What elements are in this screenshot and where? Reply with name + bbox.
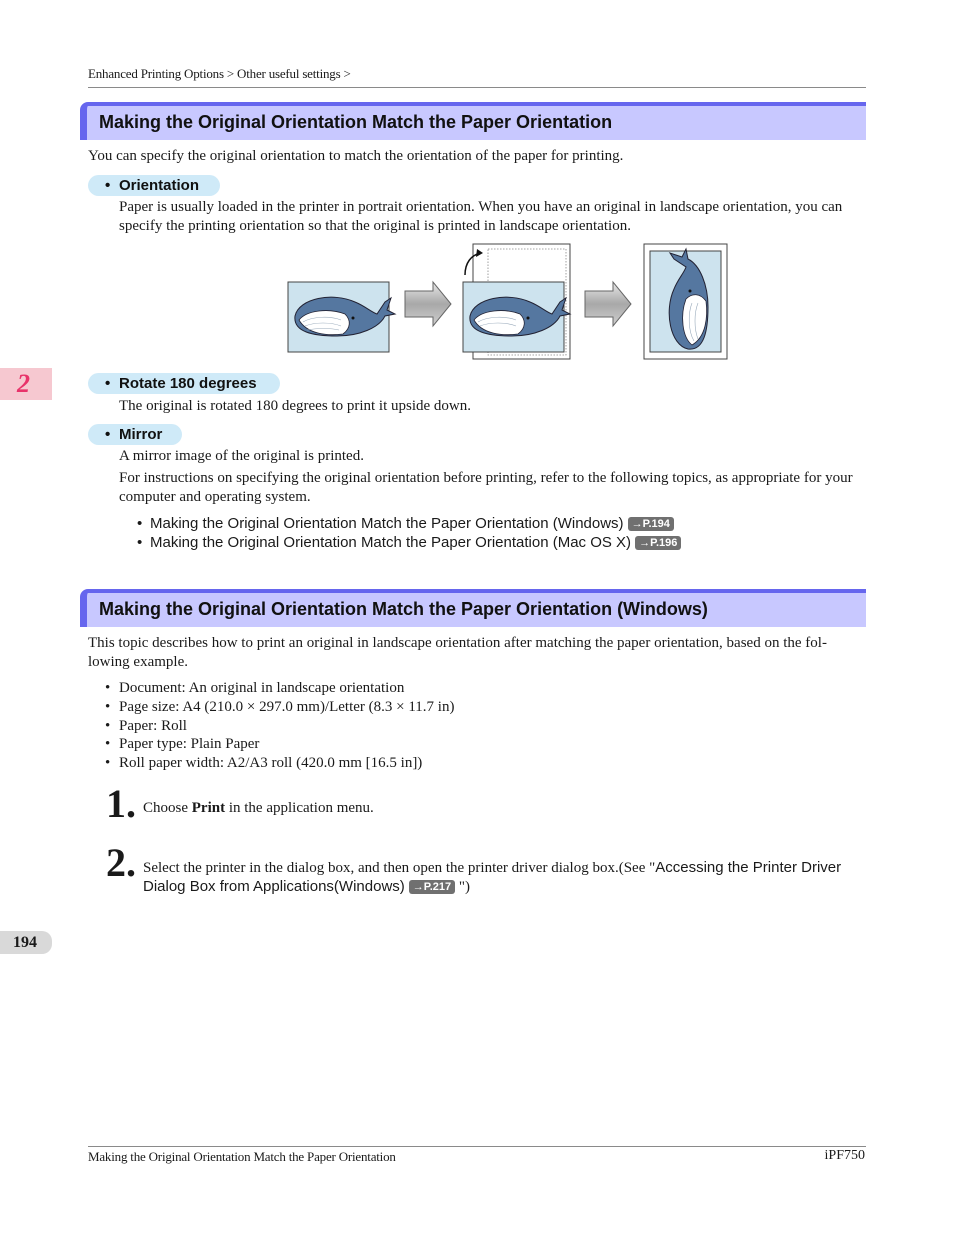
- step-number: 1.: [106, 781, 136, 826]
- bullet-dot: •: [105, 375, 111, 392]
- subheading-mirror: [88, 424, 182, 445]
- portrait-page-with-landscape-image: [463, 244, 570, 359]
- header-rule: [88, 87, 866, 88]
- arrow-right-icon: [585, 282, 631, 326]
- orientation-text: Paper is usually loaded in the printer in portrait orientation. When you have an original in landscape orientation, you can specify the printing orientation so that the original is printed in landscape orientation.: [119, 199, 843, 234]
- menu-item-print: Print: [191, 800, 226, 816]
- section-intro-line: lowing example.: [88, 654, 188, 670]
- bullet-dot: •: [105, 426, 111, 443]
- rotate-text: The original is rotated 180 degrees to print it upside down.: [119, 398, 472, 414]
- step-text: Choose Print in the application menu.: [143, 800, 374, 816]
- step-link-line[interactable]: Dialog Box from Applications(Windows) →P.217 "): [143, 878, 470, 895]
- subheading-label: Orientation: [119, 177, 200, 194]
- step-text: Select the printer in the dialog box, and then open the printer driver dialog box.(See "Accessing the Printer Driver: [143, 859, 842, 876]
- section-header: [80, 102, 866, 140]
- breadcrumb: Enhanced Printing Options > Other useful settings >: [88, 66, 351, 81]
- footer-model: iPF750: [824, 1148, 865, 1163]
- topic-link-text[interactable]: Making the Original Orientation Match the Paper Orientation (Mac OS X): [150, 534, 632, 551]
- bullet-dot: •: [137, 534, 143, 551]
- subheading-orientation: [88, 175, 220, 196]
- section-title: Making the Original Orientation Match the Paper Orientation: [99, 112, 613, 132]
- page-ref-badge[interactable]: →P.194: [628, 517, 674, 531]
- page-ref-badge[interactable]: →P.196: [635, 536, 681, 550]
- orientation-illustration: [285, 243, 730, 361]
- footer-title: Making the Original Orientation Match the Paper Orientation: [88, 1149, 396, 1164]
- section-intro-line: This topic describes how to print an original in landscape orientation after matching the paper orientation, based on the fol-: [88, 635, 827, 651]
- step-number: 2.: [106, 840, 136, 885]
- page-ref-badge[interactable]: →P.217: [409, 880, 455, 894]
- step-link-text[interactable]: Accessing the Printer Driver: [655, 859, 842, 876]
- section-title: Making the Original Orientation Match the Paper Orientation (Windows): [99, 599, 708, 619]
- landscape-original-image: [288, 282, 395, 352]
- subheading-label: Mirror: [119, 426, 163, 443]
- chapter-tab: 2: [0, 368, 52, 400]
- subheading-label: Rotate 180 degrees: [119, 375, 257, 392]
- page-number: 194: [0, 931, 52, 954]
- mirror-text: A mirror image of the original is printed.: [119, 448, 364, 464]
- bullet-dot: •: [105, 177, 111, 194]
- section-header: [80, 589, 866, 627]
- rotated-output-image: [644, 244, 727, 359]
- bullet-dot: •: [137, 515, 143, 532]
- footer-rule: [88, 1146, 866, 1147]
- topic-link-text[interactable]: Making the Original Orientation Match the Paper Orientation (Windows): [150, 515, 624, 532]
- arrow-right-icon: [405, 282, 451, 326]
- subheading-rotate: [88, 373, 280, 394]
- step-link-text[interactable]: Dialog Box from Applications(Windows): [143, 878, 405, 895]
- section-intro: You can specify the original orientation to match the orientation of the paper for printing.: [88, 148, 624, 164]
- instructions-text: For instructions on specifying the original orientation before printing, refer to the following topics, as appropriate for your computer and operating system.: [119, 470, 853, 505]
